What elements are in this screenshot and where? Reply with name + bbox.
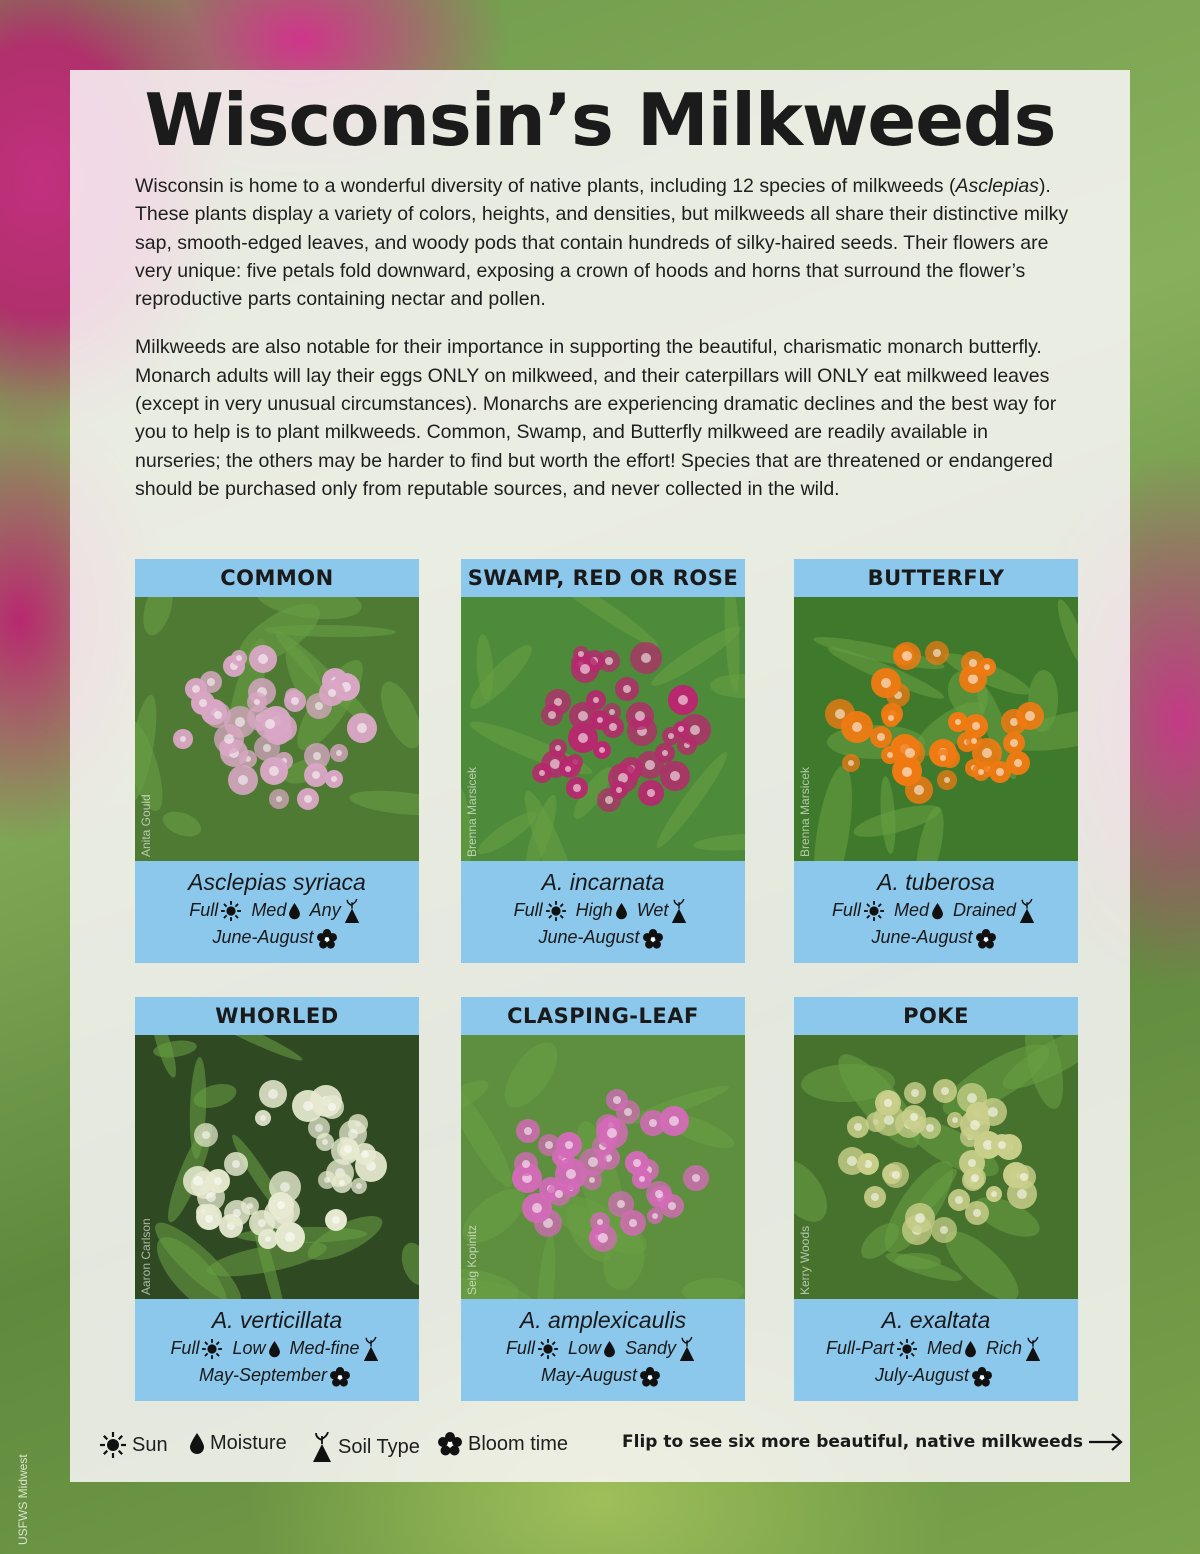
water-drop-icon: [289, 903, 300, 920]
soil-value: Sandy: [625, 1338, 677, 1358]
photo-credit-label: Anita Gould: [139, 794, 153, 857]
sun-icon: [538, 1339, 558, 1359]
species-photo: [135, 1035, 419, 1299]
species-scientific-name: A. tuberosa: [877, 869, 995, 895]
species-common-name: COMMON: [220, 566, 334, 590]
flower-photo: [794, 597, 1078, 861]
water-drop-icon: [965, 1341, 976, 1358]
photo-credit-label: Brenna Marsicek: [798, 766, 812, 857]
bloom-value: June-August: [871, 927, 973, 948]
species-info: [794, 1301, 1078, 1401]
species-card-clasping-leaf: [461, 997, 745, 1401]
legend-soil-label: Soil Type: [338, 1435, 420, 1458]
sun-icon: [546, 901, 566, 921]
species-bloom: [461, 924, 745, 950]
species-scientific-name: Asclepias syriaca: [188, 869, 366, 895]
species-bloom: [794, 1362, 1078, 1388]
photo-credit: USFWS Midwest: [16, 1454, 30, 1545]
flower-photo: [135, 597, 419, 861]
flower-icon: [640, 1367, 660, 1387]
sun-value: Full: [505, 1338, 535, 1358]
water-drop-icon: [616, 903, 627, 920]
flower-icon: [976, 929, 996, 949]
species-requirements: [461, 1335, 745, 1362]
sun-value: Full: [513, 900, 543, 920]
species-requirements: [461, 897, 745, 924]
flip-note: [622, 1432, 1123, 1452]
soil-sprout-icon: [312, 1432, 332, 1462]
flower-icon: [972, 1367, 992, 1387]
soil-sprout-icon: [1019, 898, 1035, 924]
photo-credit-label: Brenna Marsicek: [465, 766, 479, 857]
moisture-value: Low: [232, 1338, 266, 1358]
water-drop-icon: [932, 903, 943, 920]
flower-photo: [461, 1035, 745, 1299]
species-info: [135, 863, 419, 963]
soil-sprout-icon: [1025, 1336, 1041, 1362]
species-requirements: [135, 1335, 419, 1362]
sun-value: Full: [831, 900, 861, 920]
sun-value: Full-Part: [825, 1338, 894, 1358]
species-bloom: [135, 924, 419, 950]
soil-sprout-icon: [679, 1336, 695, 1362]
soil-sprout-icon: [363, 1336, 379, 1362]
species-photo: [461, 597, 745, 861]
legend-bloom: [438, 1432, 568, 1456]
soil-value: Med-fine: [289, 1338, 360, 1358]
intro-paragraph-2: Milkweeds are also notable for their importance in supporting the beautiful, charismatic monarch butterfly. Monarch adults will lay their eggs ONLY on milkweed, and their caterpillars will ONLY eat milkweed leaves (except in very unusual circumstances). Monarchs are experiencing dramatic declines and the best way for you to help is to plant milkweeds. Common, Swamp, and Butterfly milkweed are readily available in nurseries; the others may be harder to find but worth the effort! Species that are threatened or endangered should be purchased only from reputable sources, and never collected in the wild.: [135, 336, 1057, 500]
species-common-name: CLASPING-LEAF: [507, 1004, 699, 1028]
species-info: [135, 1301, 419, 1401]
species-common-name: WHORLED: [215, 1004, 339, 1028]
sun-icon: [100, 1432, 126, 1458]
species-common-name: SWAMP, RED OR ROSE: [467, 566, 739, 590]
species-requirements: [794, 1335, 1078, 1362]
species-scientific-name: A. exaltata: [881, 1307, 991, 1333]
legend-moisture-label: Moisture: [210, 1432, 287, 1454]
species-requirements: [135, 897, 419, 924]
genus-name: Asclepias: [955, 175, 1039, 197]
water-drop-icon: [269, 1341, 280, 1358]
intro-text: [135, 172, 1075, 523]
moisture-value: Low: [567, 1338, 601, 1358]
legend-sun-label: Sun: [132, 1433, 168, 1456]
species-common-name: POKE: [903, 1004, 969, 1028]
species-photo: [461, 1035, 745, 1299]
bloom-value: May-September: [198, 1365, 328, 1386]
sun-value: Full: [189, 900, 219, 920]
species-scientific-name: A. verticillata: [211, 1307, 343, 1333]
sun-icon: [221, 901, 241, 921]
bloom-value: May-August: [540, 1365, 638, 1386]
moisture-value: Med: [893, 900, 929, 920]
moisture-value: Med: [251, 900, 287, 920]
intro-paragraph-1: [135, 172, 1075, 313]
species-scientific-name: A. incarnata: [541, 869, 665, 895]
species-card-poke: [794, 997, 1078, 1401]
page-title: Wisconsin’s Milkweeds: [144, 78, 1056, 162]
bloom-value: June-August: [212, 927, 314, 948]
species-bloom: [794, 924, 1078, 950]
soil-sprout-icon: [671, 898, 687, 924]
species-card-common: [135, 559, 419, 963]
species-scientific-name: A. amplexicaulis: [519, 1307, 687, 1333]
water-drop-icon: [604, 1341, 615, 1358]
intro-p1-start: Wisconsin is home to a wonderful diversity of native plants, including 12 species of milkweeds (: [135, 175, 956, 197]
sun-icon: [897, 1339, 917, 1359]
soil-sprout-icon: [344, 898, 360, 924]
bloom-value: June-August: [538, 927, 640, 948]
moisture-value: Med: [926, 1338, 962, 1358]
sun-icon: [864, 901, 884, 921]
arrow-right-icon: [1089, 1433, 1123, 1451]
bloom-value: July-August: [874, 1365, 970, 1386]
species-requirements: [794, 897, 1078, 924]
species-card-whorled: [135, 997, 419, 1401]
species-info: [794, 863, 1078, 963]
flower-icon: [438, 1432, 462, 1456]
soil-value: Any: [309, 900, 341, 920]
soil-value: Drained: [953, 900, 1017, 920]
flip-note-text: Flip to see six more beautiful, native milkweeds: [622, 1432, 1083, 1452]
species-photo: [794, 1035, 1078, 1299]
species-bloom: [135, 1362, 419, 1388]
soil-value: Rich: [986, 1338, 1023, 1358]
legend-moisture: [190, 1432, 287, 1455]
flower-photo: [794, 1035, 1078, 1299]
photo-credit-label: Seig Kopinitz: [465, 1224, 479, 1295]
soil-value: Wet: [636, 900, 669, 920]
species-card-butterfly: [794, 559, 1078, 963]
sun-value: Full: [170, 1338, 200, 1358]
intro-p1-end: ). These plants display a variety of colors, heights, and densities, but milkweeds all share their distinctive milky sap, smooth-edged leaves, and woody pods that contain hundreds of silky-haired seeds. Their flowers are very unique: five petals fold downward, exposing a crown of hoods and horns that surround the flower’s reproductive parts containing nectar and pollen.: [135, 175, 1069, 311]
species-card-swamp: [461, 559, 745, 963]
flower-icon: [330, 1367, 350, 1387]
species-info: [461, 1301, 745, 1401]
legend-sun: [100, 1432, 168, 1458]
water-drop-icon: [190, 1433, 204, 1455]
sun-icon: [202, 1339, 222, 1359]
flower-photo: [461, 597, 745, 861]
legend-soil: [312, 1432, 420, 1462]
photo-credit-label: Kerry Woods: [798, 1225, 812, 1295]
photo-credit-label: Aaron Carlson: [139, 1218, 153, 1295]
flower-icon: [643, 929, 663, 949]
flower-photo: [135, 1035, 419, 1299]
species-photo: [135, 597, 419, 861]
moisture-value: High: [575, 900, 613, 920]
species-bloom: [461, 1362, 745, 1388]
species-common-name: BUTTERFLY: [867, 566, 1005, 590]
species-info: [461, 863, 745, 963]
species-photo: [794, 597, 1078, 861]
legend-bloom-label: Bloom time: [468, 1432, 569, 1455]
flower-icon: [317, 929, 337, 949]
